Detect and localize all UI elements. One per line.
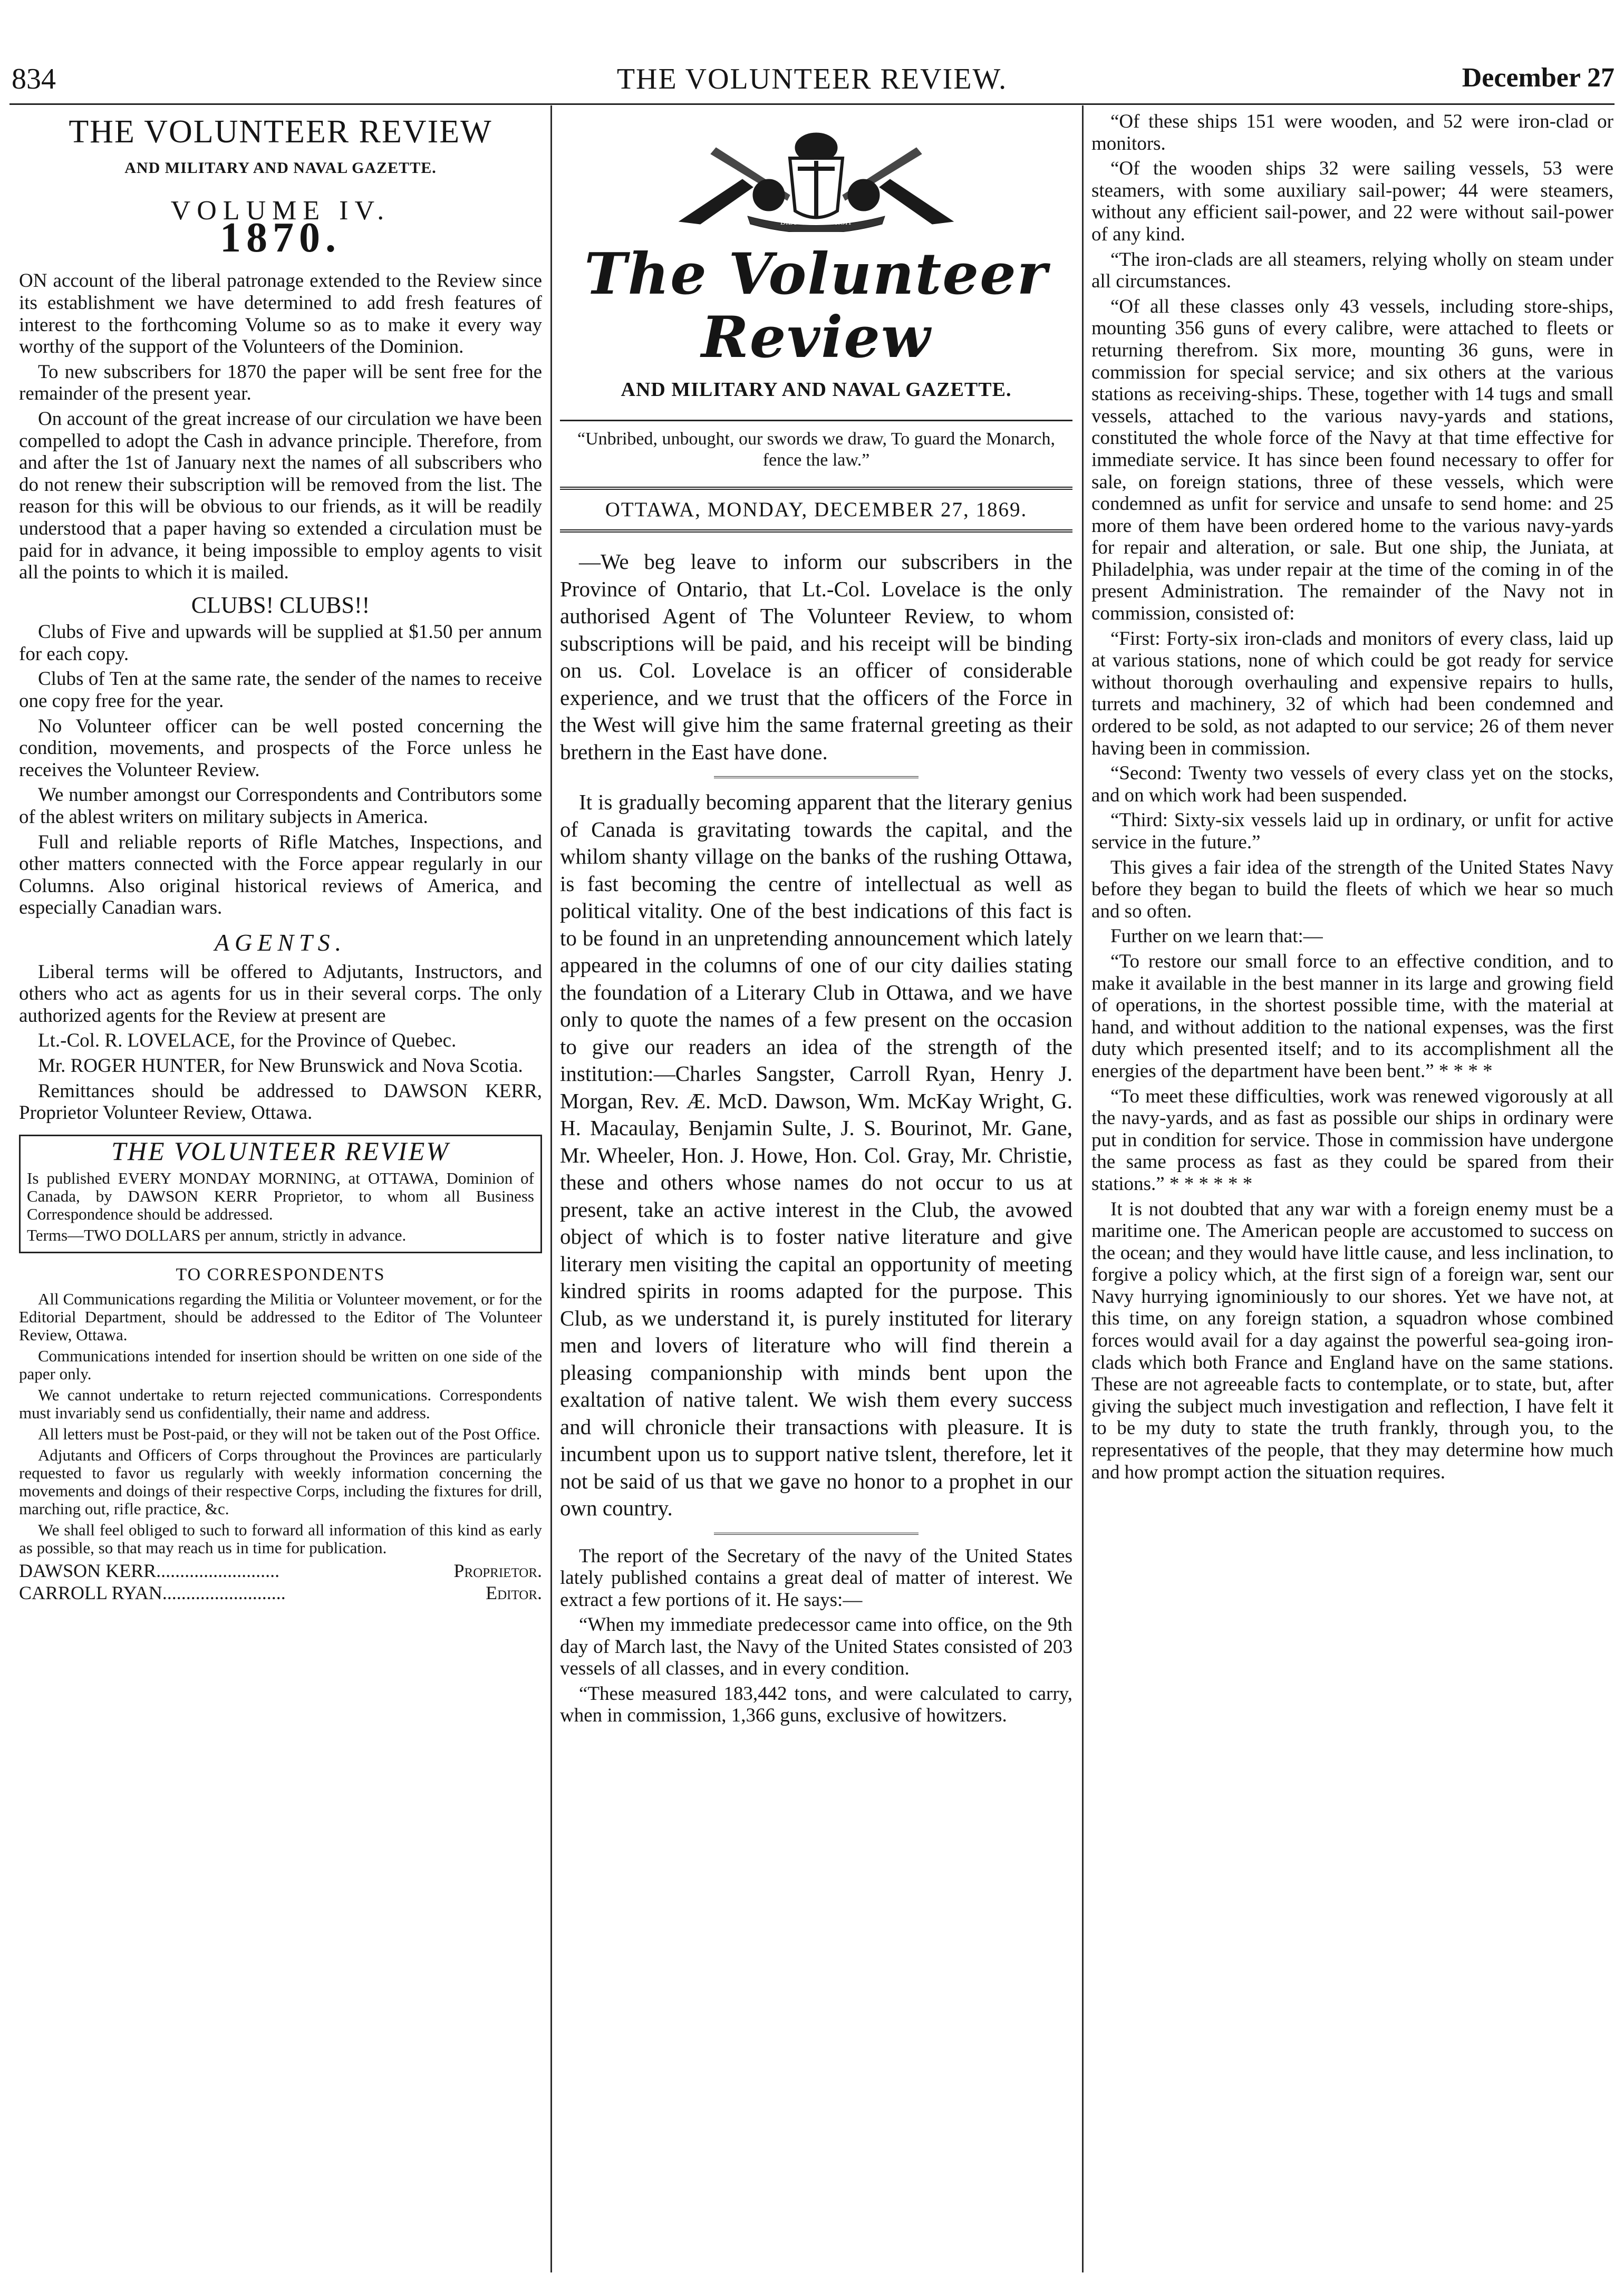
dateline: OTTAWA, MONDAY, DECEMBER 27, 1869. — [605, 498, 1028, 521]
prospectus-para-4: No Volunteer officer can be well posted concerning the condition, movements, and prospects of the Force unless he receives the Volunteer Review. — [19, 715, 542, 781]
prospectus-para-5: We number amongst our Correspondents and Contributors some of the ablest writers on military subjects in America. — [19, 784, 542, 828]
correspondents-para-4: All letters must be Post-paid, or they will not be taken out of the Post Office. — [38, 1424, 540, 1443]
publication-box — [19, 1135, 542, 1254]
dateline-rule — [560, 529, 1072, 533]
terms-info: Terms—TWO DOLLARS per annum, strictly in advance. — [27, 1226, 407, 1245]
section-divider-2 — [714, 1533, 919, 1535]
newspaper-title: The Volunteer Review — [584, 241, 1048, 371]
volume-year: 1870. — [220, 214, 341, 261]
section-divider-1 — [714, 776, 919, 778]
navy-quote-wooden: “Of the wooden ships 32 were sailing vessels, 53 were steamers, with some auxiliary sail-power; 44 were steamers, without any efficient sail-power, and 22 were without sail-power of any kind. — [1091, 158, 1613, 245]
lovelace-notice: —We beg leave to inform our subscribers in the Province of Ontario, that Lt.-Col. Lovelace is the only authorised Agent of The Volunteer Review, to whom subscriptions will be paid, and his receipt will be binding on us. Col. Lovelace is an officer of considerable experience, and we trust that the officers of the Force in the West will give him the same fraternal greeting as their brethern in the East have done. — [560, 549, 1072, 764]
running-title: THE VOLUNTEER REVIEW. — [616, 63, 1008, 95]
masthead-subtitle: AND MILITARY AND NAVAL GAZETTE. — [124, 159, 437, 177]
correspondents-para-1: All Communications regarding the Militia or Volunteer movement, or for the Editorial Department, should be addressed to the Editor of The Volunteer Review, Ottawa. — [19, 1289, 542, 1344]
correspondents-para-3: We cannot undertake to return rejected communications. Correspondents must invariably send us confidentially, their name and address. — [19, 1385, 542, 1422]
navy-quote-ironclads: “The iron-clads are all steamers, relying wholly on steam under all circumstances. — [1091, 248, 1613, 293]
navy-quote-difficulties: “To meet these difficulties, work was renewed vigorously at all the navy-yards, and as fast as possible our ships in ordinary were put in condition for service. Those in commission have undergone the same process as fast as they could be spared from their stations.” * * * * * * — [1091, 1085, 1613, 1195]
navy-commentary-1: This gives a fair idea of the strength of the United States Navy before they began to build the fleets of which we hear so much and so often. — [1091, 856, 1613, 922]
left-column — [19, 111, 542, 1604]
motto-rule-bottom — [560, 487, 1072, 490]
navy-quote-first: “First: Forty-six iron-clads and monitors of every class, laid up at various stations, none of which could be got ready for service without thorough overhauling and expensive repairs to hulls, turrets and machinery, 32 of which had been condemned and ordered to be sold, as not adapted to our service; 26 of them never having been in commission. — [1091, 627, 1613, 759]
correspondents-para-2: Communications intended for insertion should be written on one side of the paper only. — [19, 1346, 542, 1383]
column-divider-right — [1082, 105, 1084, 2272]
agents-para-1: Liberal terms will be offered to Adjutants, Instructors, and others who act as agents for us in their several corps. The only authorized agents for the Review at present are — [19, 961, 542, 1027]
correspondents-para-5: Adjutants and Officers of Corps throughout the Provinces are particularly requested to favor us regularly with weekly information concerning the movements and doings of their respective Corps, including the fixtures for drill, marching out, rifle practice, &c. — [19, 1445, 542, 1518]
navy-quote-second: “Second: Twenty two vessels of every class yet on the stocks, and on which work had been suspended. — [1091, 762, 1613, 806]
editor-role: Editor. — [486, 1582, 542, 1603]
navy-commentary-3: It is not doubted that any war with a foreign enemy must be a maritime one. The American people are accustomed to success on the ocean; and they would have little cause, and less inclination, to forgive a policy which, at the first sign of a foreign war, sent our Navy hurrying ignominiously to our shores. Yet we have not, at this time, on any foreign station, a squadron whose combined forces would avail for a day against the powerful sea-going iron-clads which both France and England have on the same stations. These are not agreeable facts to contemplate, or to state, but, after giving the subject much investigation and reflection, I have felt it to be my duty to state the truth frankly, through you, to the representatives of the people, that they may determine how much and how prompt action the situation requires. — [1091, 1198, 1613, 1483]
crest-motto: DIEU ET MON DROIT — [780, 219, 853, 227]
publication-info: Is published EVERY MONDAY MORNING, at OTTAWA, Dominion of Canada, by DAWSON KERR Proprietor, to whom all Business Correspondence should be addressed. — [27, 1169, 534, 1224]
agents-para-3: Mr. ROGER HUNTER, for New Brunswick and Nova Scotia. — [38, 1055, 523, 1077]
middle-column — [560, 111, 1072, 1730]
newspaper-motto: “Unbribed, unbought, our swords we draw, To guard the Monarch, fence the law.” — [577, 429, 1055, 470]
clubs-heading: CLUBS! CLUBS!! — [191, 592, 370, 618]
navy-quote-restore: “To restore our small force to an effective condition, and to make it available in the best manner in its large and growing field of operations, in the shortest possible time, with the material at hand, and without addition to the national expenses, was the first duty which presented itself; and to its accomplishment all the energies of the department have been bent.” * * * * — [1091, 950, 1613, 1082]
correspondents-heading: TO CORRESPONDENTS — [176, 1265, 385, 1285]
crest-lion — [753, 179, 785, 211]
crest-flag-right — [879, 179, 953, 224]
correspondents-para-6: We shall feel obliged to such to forward all information of this kind as early as possible, so that may reach us in time for publication. — [19, 1520, 542, 1557]
proprietor-name: DAWSON KERR.......................... — [19, 1560, 280, 1581]
proprietor-role: Proprietor. — [453, 1560, 542, 1581]
crest-flag-left — [679, 179, 753, 224]
staff-line-2 — [19, 1582, 542, 1604]
motto-rule-top — [560, 420, 1072, 421]
navy-report-intro: The report of the Secretary of the navy of the United States lately published contains a great deal of matter of interest. We extract a few portions of it. He says:— — [560, 1545, 1072, 1611]
prospectus-para-1: ON account of the liberal patronage extended to the Review since its establishment we have determined to add fresh features of interest to the forthcoming Volume so as to make it every way worthy of the support of the Volunteers of the Dominion. — [19, 270, 542, 358]
crest-unicorn — [848, 179, 879, 211]
navy-commentary-2: Further on we learn that:— — [1110, 925, 1323, 947]
prospectus-para-2: To new subscribers for 1870 the paper will be sent free for the remainder of the present year. — [19, 361, 542, 405]
right-column — [1091, 111, 1613, 1486]
navy-report-quote-2: “These measured 183,442 tons, and were calculated to carry, when in commission, 1,366 guns, exclusive of howitzers. — [560, 1682, 1072, 1726]
navy-quote-classes: “Of all these classes only 43 vessels, including store-ships, mounting 356 guns of every calibre, were attached to fleets or returning therefrom. Six more, mounting 36 guns, were in commission for special service; and six others at the various stations as receiving-ships. These, together with 14 tugs and small vessels, attached to the various navy-yards and stations, constituted the whole force of the Navy at that time effective for immediate service. It has since been found necessary to offer for sale, on foreign stations, three of these vessels, which were condemned as unfit for service and unsafe to send home: and 25 more of them have been ordered home to the various navy-yards for repair and alteration, or sale. But one ship, the Juniata, at Philadelphia, was under repair at the time of the coming in of the present Administration. The remainder of the Navy not in commission, consisted of: — [1091, 295, 1613, 625]
issue-date: December 27 — [1462, 63, 1615, 93]
navy-quote-ships: “Of these ships 151 were wooden, and 52 were iron-clad or monitors. — [1091, 111, 1613, 154]
agents-heading: AGENTS. — [214, 929, 347, 956]
prospectus-para-6: Full and reliable reports of Rifle Matches, Inspections, and other matters connected with the Force appear regularly in our Columns. Also original historical reviews of America, and especially Canadian wars. — [19, 831, 542, 919]
page-number: 834 — [12, 63, 56, 95]
volume-label: VOLUME IV. — [170, 196, 391, 226]
column-divider-left — [550, 105, 552, 2272]
header-rule — [9, 103, 1615, 105]
agents-para-4: Remittances should be addressed to DAWSON KERR, Proprietor Volunteer Review, Ottawa. — [19, 1080, 542, 1124]
literary-club-article: It is gradually becoming apparent that the literary genius of Canada is gravitating towards the capital, and the whilom shanty village on the banks of the rushing Ottawa, is fast becoming the centre of intellectual as well as political vitality. One of the best indications of this fact is to be found in an unpretending announcement which lately appeared in the columns of one of our city dailies stating the foundation of a Literary Club in Ottawa, and we have only to quote the names of a few present on the occasion to give our readers an idea of the strength of the institution:—Charles Sangster, Carroll Ryan, Henry J. Morgan, Rev. Æ. McD. Dawson, Wm. McKay Wright, G. H. Macaulay, Benjamin Sulte, J. S. Bourinot, Mr. Gane, Mr. Wheeler, Hon. J. Howe, Hon. Col. Gray, Mr. Christie, these and others whose names do not occur to us at present, take an active interest in the Club, the avowed object of which is to foster native literature and give literary men visiting the capital an opportunity of meeting kindred spirits in rooms adapted for the purpose. This Club, as we understand it, is purely instituted for literary men and lovers of literature who will find therein a pleasing companionship with minds bent upon the exaltation of native talent. We wish them every success and will chronicle their transactions with pleasure. It is incumbent upon us to support native tslent, therefore, let it not be said of us that we gave no honor to a prophet in our own country. — [560, 790, 1072, 1520]
staff-line-1 — [19, 1560, 542, 1582]
clubs-para-2: Clubs of Ten at the same rate, the sender of the names to receive one copy free for the year. — [19, 668, 542, 712]
navy-report-quote-1: “When my immediate predecessor came into office, on the 9th day of March last, the Navy of the United States consisted of 203 vessels of all classes, and in every condition. — [560, 1614, 1072, 1679]
agents-para-2: Lt.-Col. R. LOVELACE, for the Province of Quebec. — [38, 1030, 457, 1052]
publication-box-heading: THE VOLUNTEER REVIEW — [111, 1136, 450, 1166]
prospectus-para-3: On account of the great increase of our circulation we have been compelled to adopt the Cash in advance principle. Therefore, from and after the 1st of January next the names of all subscribers who do not renew their subscription will be removed from the list. The reason for this will be obvious to our friends, as it will be readily understood that a paper having so extended a circulation must be paid for in advance, it being impossible to employ agents to visit all the points to which it is mailed. — [19, 408, 542, 584]
newspaper-subtitle: AND MILITARY AND NAVAL GAZETTE. — [621, 379, 1012, 401]
clubs-para-1: Clubs of Five and upwards will be supplied at $1.50 per annum for each copy. — [19, 621, 542, 665]
running-header — [0, 0, 1624, 105]
masthead: THE VOLUNTEER REVIEW — [69, 114, 492, 150]
navy-quote-third: “Third: Sixty-six vessels laid up in ordinary, or unfit for active service in the future.” — [1091, 809, 1613, 853]
editor-name: CARROLL RYAN.......................... — [19, 1582, 286, 1603]
royal-crest-image — [669, 116, 964, 232]
